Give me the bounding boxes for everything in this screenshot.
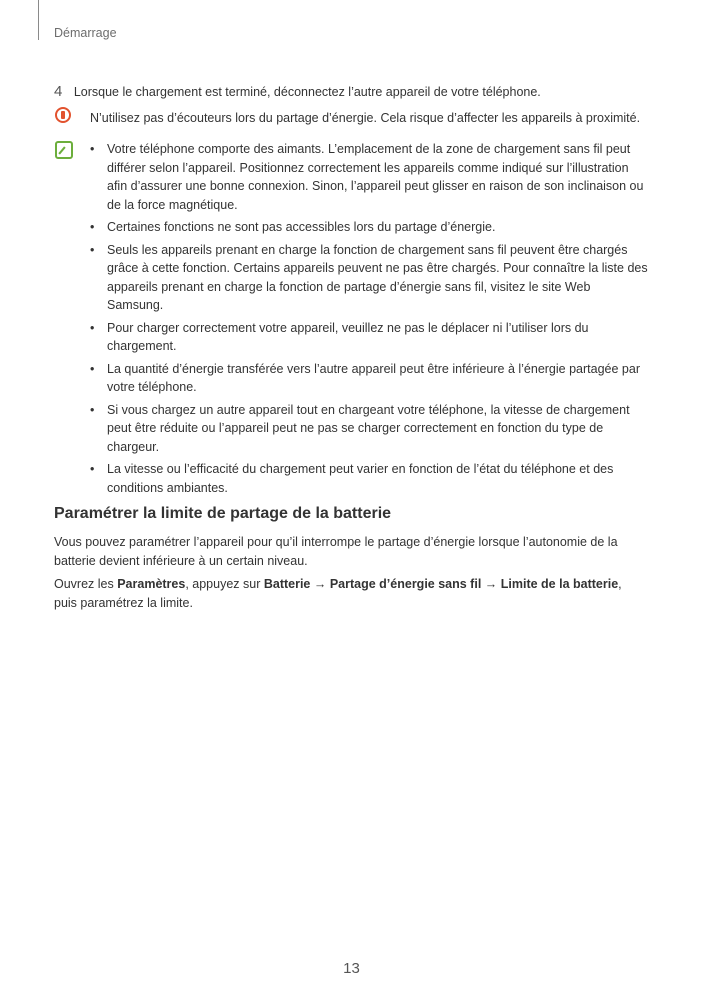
battery-term: Batterie [263,577,311,591]
instruction-suffix: , puis paramétrez la limite. [54,577,622,610]
note-item: • La vitesse ou l’efficacité du chargement peut varier en fonction de l’état du téléphone et des conditions ambiantes. [90,460,650,497]
settings-term: Paramètres [117,577,186,591]
instruction-prefix: Ouvrez les [54,577,118,591]
sharing-term: Partage d’énergie sans fil [329,577,482,591]
note-icon [55,141,73,159]
caution-text: N’utilisez pas d’écouteurs lors du partage d’énergie. Cela risque d’affecter les appareils à proximité. [90,111,641,125]
note-item: • Votre téléphone comporte des aimants. L’emplacement de la zone de chargement sans fil peut différer selon l’appareil. Positionnez correctement les appareils comme indiqué sur l’illustration afin d’assurer une bonne connexion. Sinon, l’appareil peut glisser en raison de son inclinaison ou de la force magnétique. [90,140,650,214]
section-label: Démarrage [54,26,117,40]
step-text: Lorsque le chargement est terminé, déconnectez l’autre appareil de votre téléphone. [73,85,541,99]
step-number: 4 [54,83,63,100]
note-item: • La quantité d’énergie transférée vers l’autre appareil peut être inférieure à l’énergie partagée par votre téléphone. [90,360,650,397]
arrow-1: → [310,577,330,591]
note-item: • Certaines fonctions ne sont pas accessibles lors du partage d’énergie. [90,218,650,237]
header-rule [38,0,39,40]
arrow-2: → [481,577,501,591]
section-paragraph: Vous pouvez paramétrer l’appareil pour qu’il interrompe le partage d’énergie lorsque l’autonomie de la batterie devient inférieure à un certain niveau. [54,535,618,568]
instruction-mid: , appuyez sur [185,577,264,591]
instruction-paragraph [54,575,634,612]
note-item: • Seuls les appareils prenant en charge la fonction de chargement sans fil peuvent être chargés grâce à cette fonction. Certains appareils peuvent ne pas être chargés. Pour connaître la liste des appareils prenant en charge la fonction de partage d’énergie sans fil, visitez le site Web Samsung. [90,241,650,315]
section-heading: Paramétrer la limite de partage de la batterie [54,505,392,522]
note-item: • Pour charger correctement votre appareil, veuillez ne pas le déplacer ni l’utiliser lors du chargement. [90,319,650,356]
page-number: 13 [343,960,360,977]
note-item: • Si vous chargez un autre appareil tout en chargeant votre téléphone, la vitesse de chargement peut être réduite ou l’appareil peut ne pas se charger correctement en fonction du type de chargeur. [90,401,650,457]
caution-icon [55,107,71,123]
note-list [90,140,650,501]
limit-term: Limite de la batterie [500,577,619,591]
step-4 [54,83,674,100]
